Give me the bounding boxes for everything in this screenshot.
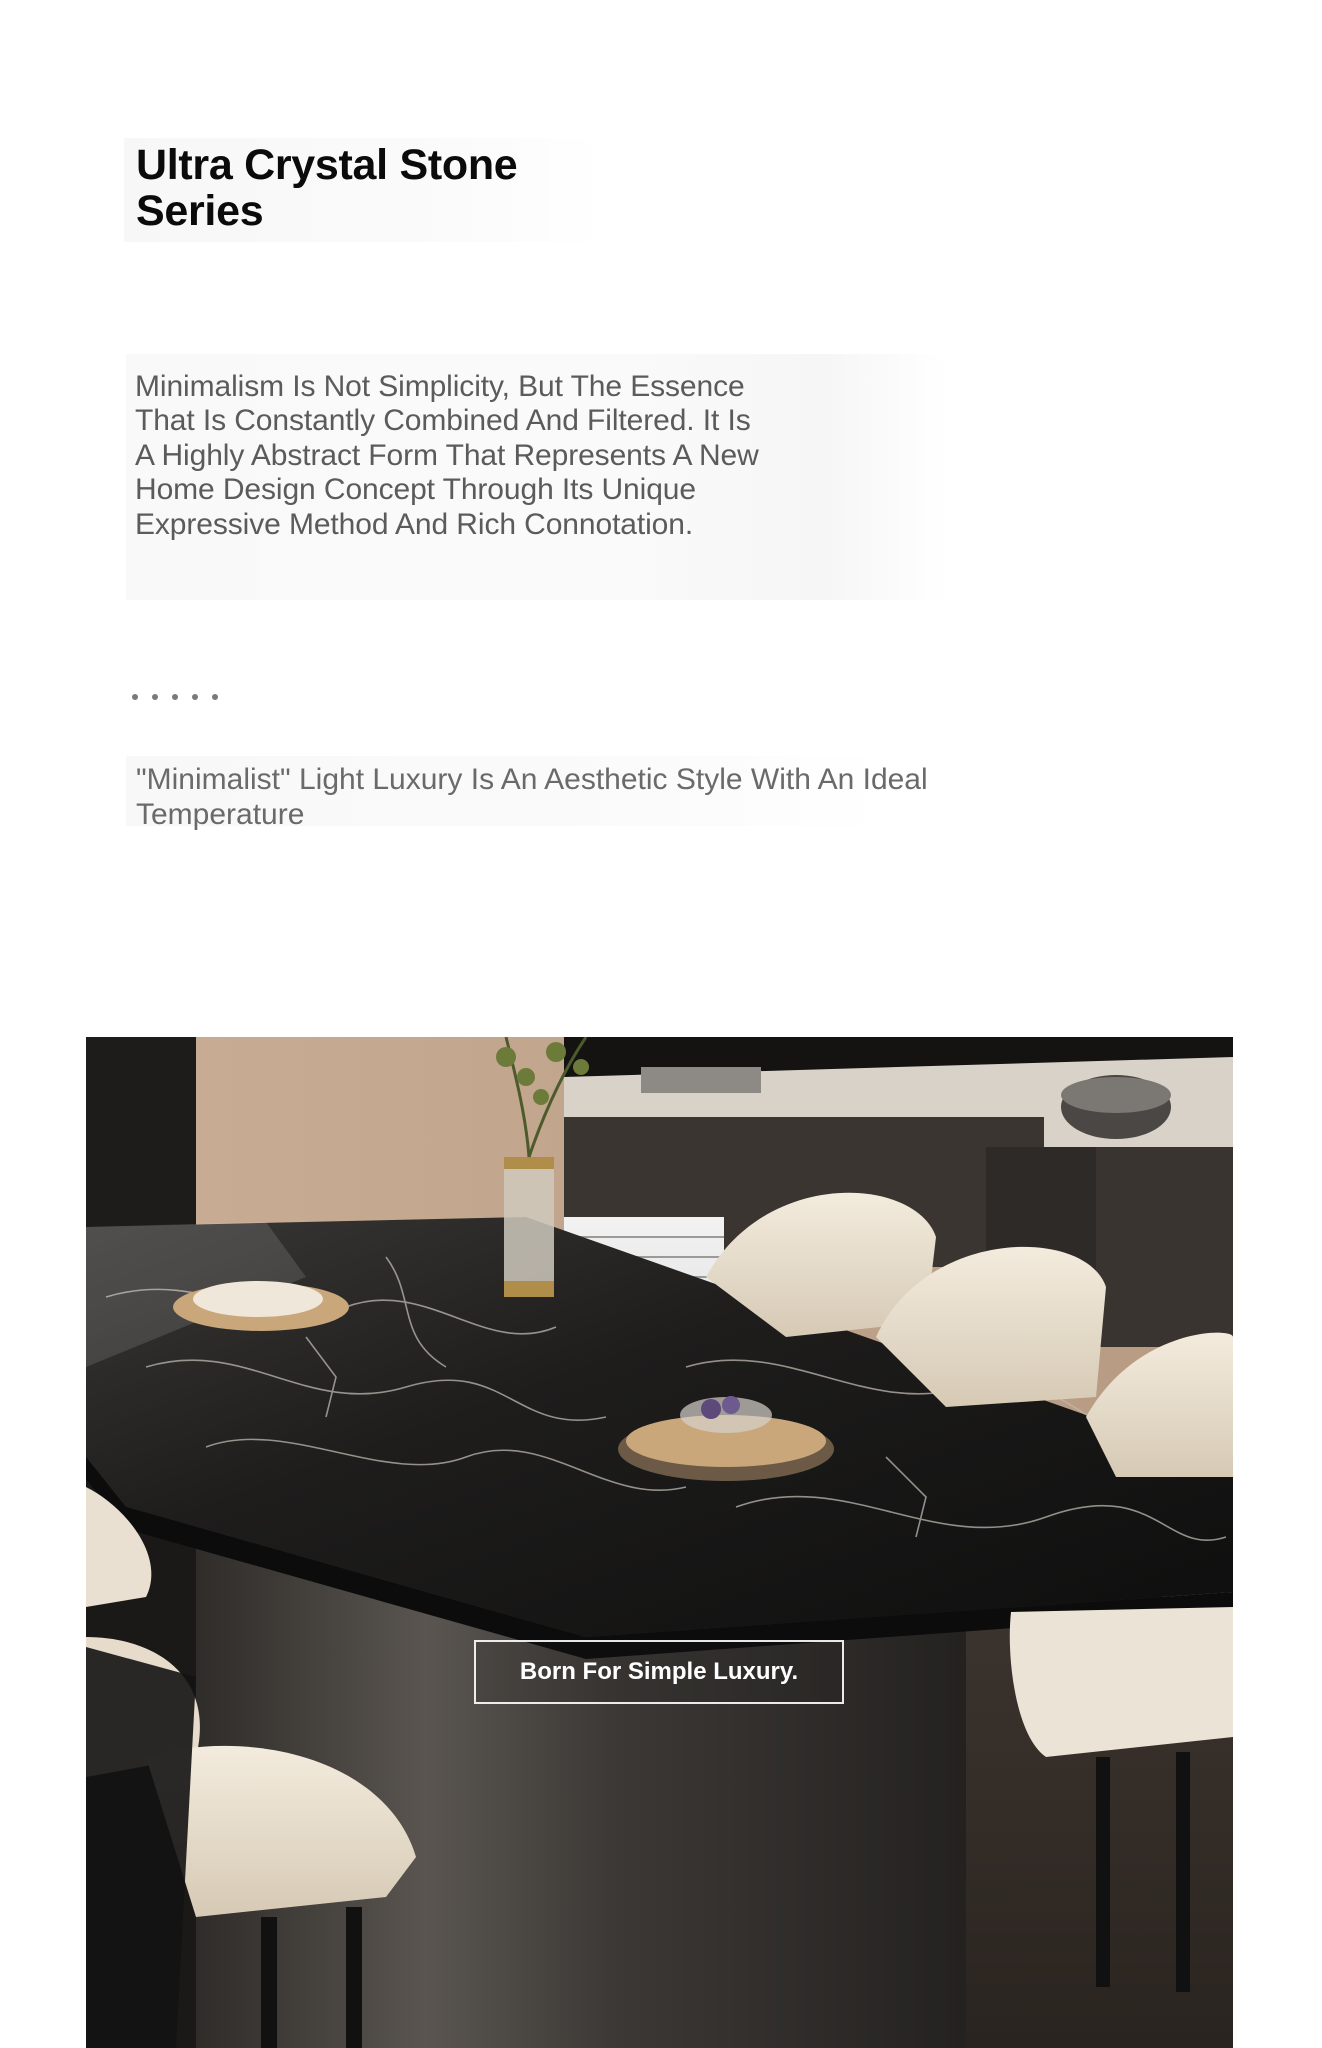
quote-text: "Minimalist" Light Luxury Is An Aesthetic Style With An Ideal Temperature <box>136 763 928 831</box>
divider-dot <box>212 694 218 700</box>
divider-dot <box>172 694 178 700</box>
dot-divider <box>132 694 218 700</box>
divider-dot <box>132 694 138 700</box>
kitchen-island-illustration <box>86 1037 1233 2048</box>
intro-description: Minimalism Is Not Simplicity, But The Essence That Is Constantly Combined And Filtered. It Is A Highly Abstract Form That Represents A New Home Design Concept Through Its Unique Expressive Method And Rich Connotation. <box>135 370 759 541</box>
divider-dot <box>192 694 198 700</box>
divider-dot <box>152 694 158 700</box>
hero-image <box>86 1037 1233 2048</box>
page-title: Ultra Crystal Stone Series <box>136 141 518 235</box>
born-for-simple-luxury-button[interactable]: Born For Simple Luxury. <box>474 1640 844 1704</box>
